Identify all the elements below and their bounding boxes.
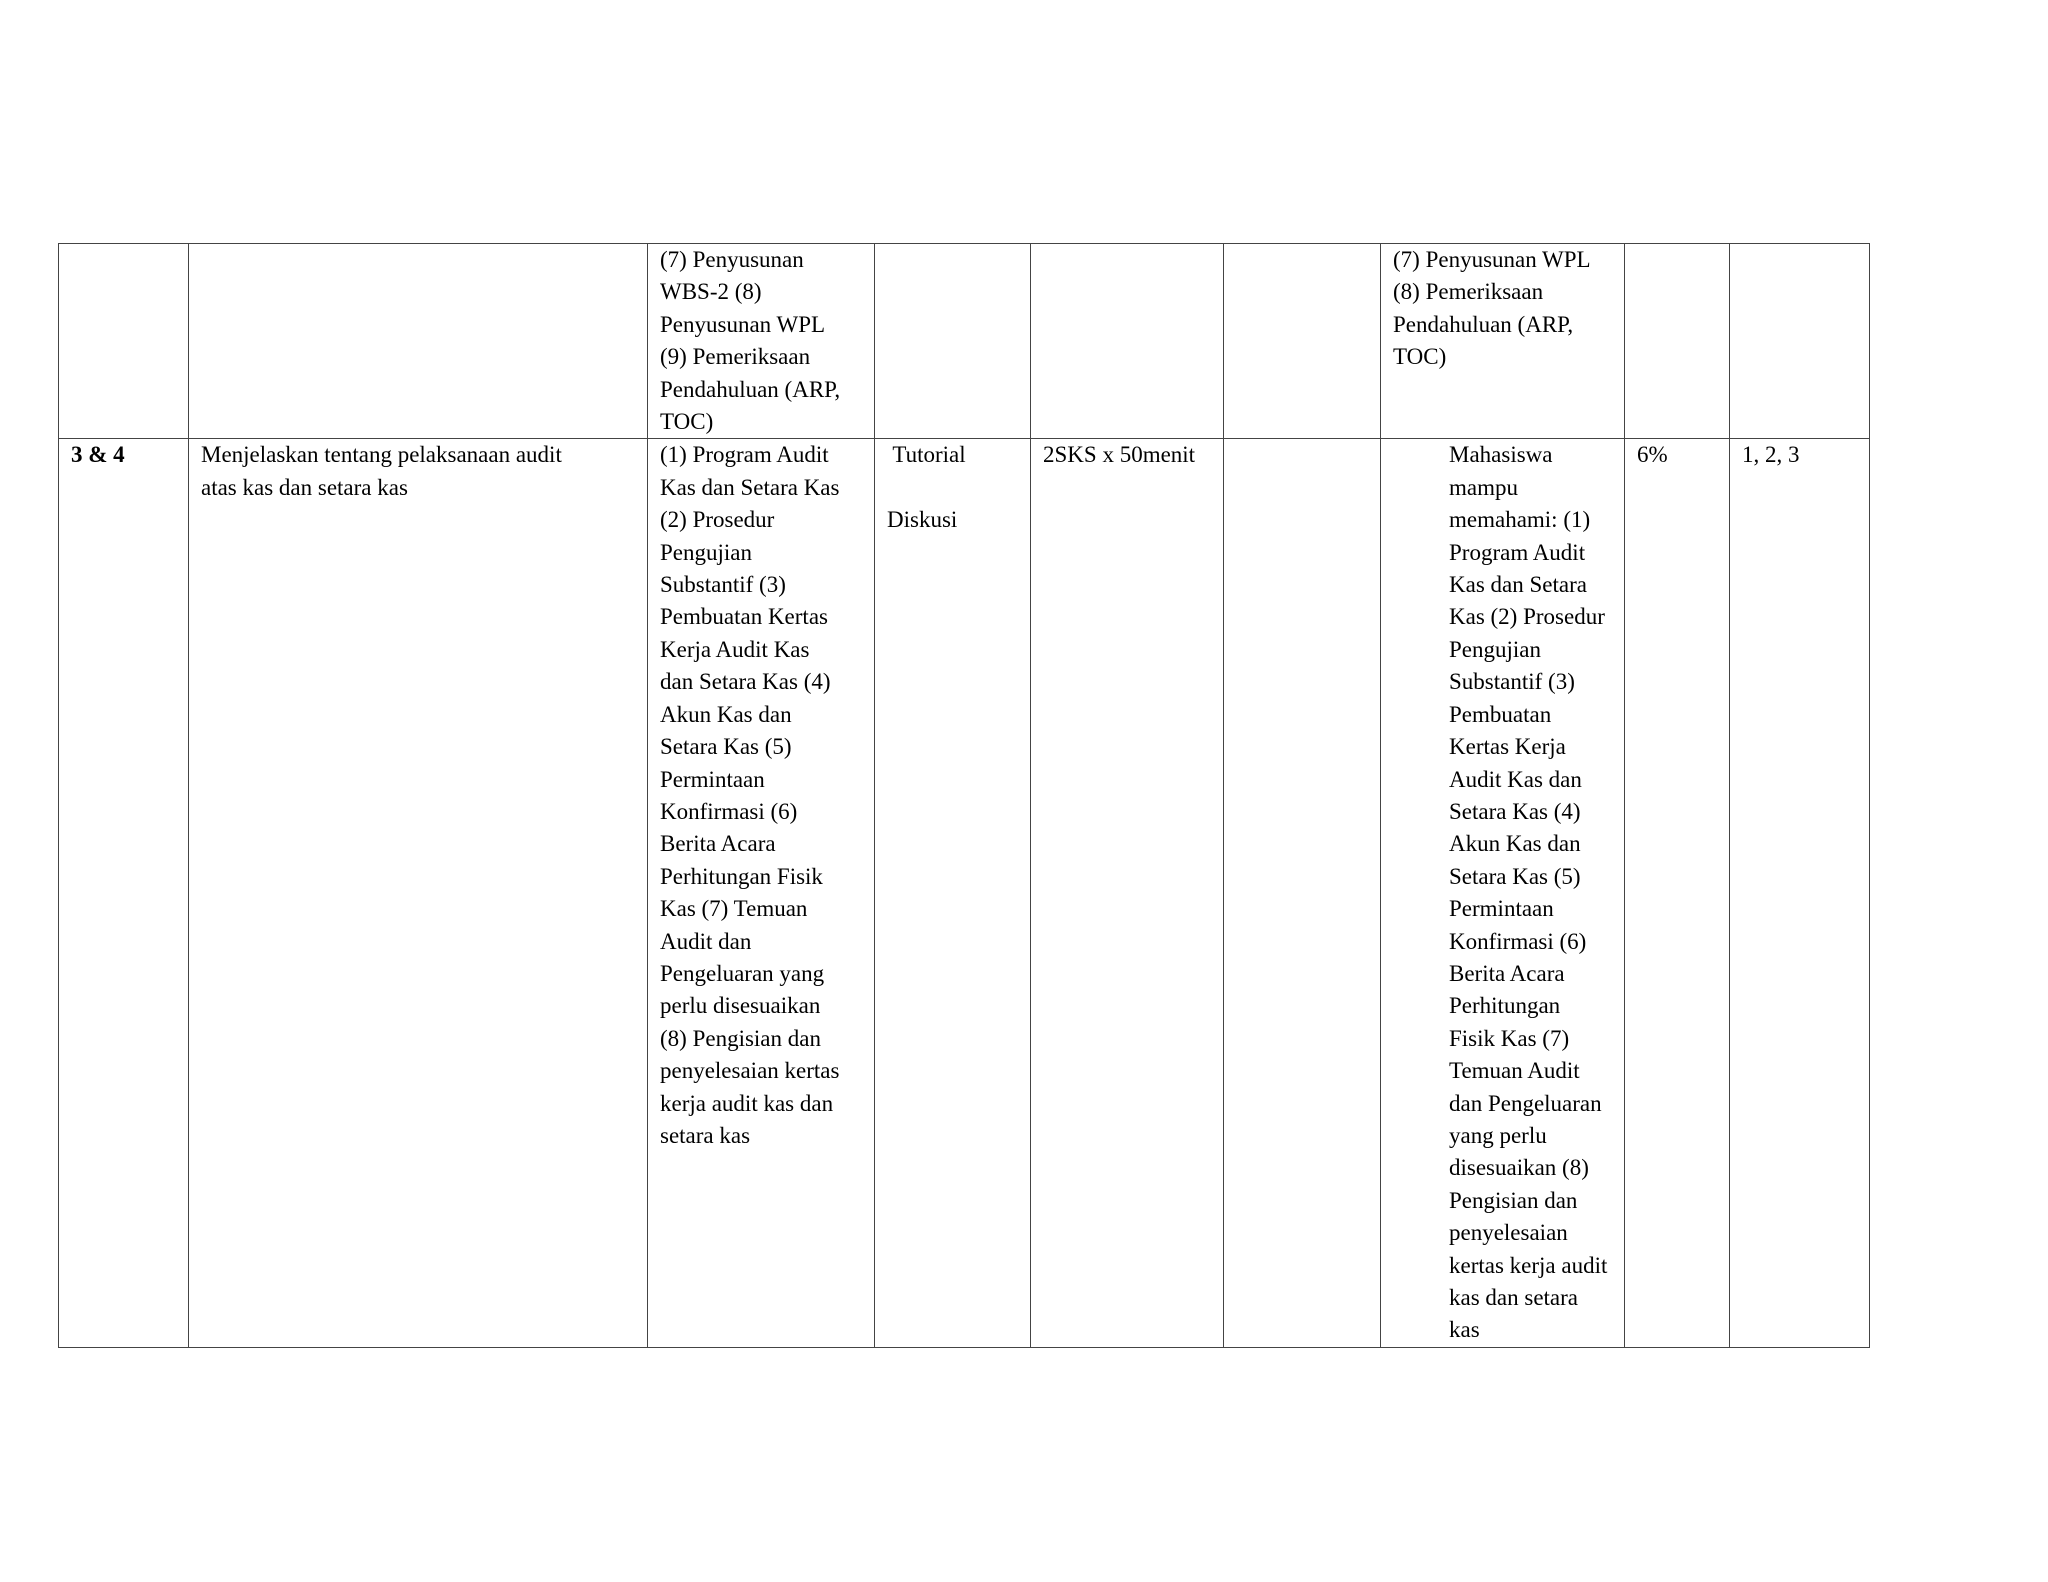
material-cell: (7) Penyusunan WBS-2 (8) Penyusunan WPL (9) Pemeriksaan Pendahuluan (ARP, TOC) <box>648 244 875 439</box>
course-plan-table <box>58 243 1870 1348</box>
objective-cell: Menjelaskan tentang pelaksanaan audit atas kas dan setara kas <box>189 439 648 1347</box>
indicator-cell: Mahasiswa mampu memahami: (1) Program Audit Kas dan Setara Kas (2) Prosedur Pengujian Substantif (3) Pembuatan Kertas Kerja Audit Kas dan Setara Kas (4) Akun Kas dan Setara Kas (5) Permintaan Konfirmasi (6) Berita Acara Perhitungan Fisik Kas (7) Temuan Audit dan Pengeluaran yang perlu disesuaikan (8) Pengisian dan penyelesaian kertas kerja audit kas dan setara kas <box>1381 439 1625 1347</box>
method-cell <box>875 439 1031 1347</box>
method-cell <box>875 244 1031 439</box>
objective-cell <box>189 244 648 439</box>
week-cell: 3 & 4 <box>59 439 189 1347</box>
method-item: Tutorial <box>887 442 966 468</box>
experience-cell <box>1224 244 1381 439</box>
indicator-cell: (7) Penyusunan WPL (8) Pemeriksaan Pendahuluan (ARP, TOC) <box>1381 244 1625 439</box>
time-cell: 2SKS x 50menit <box>1031 439 1224 1347</box>
table-row <box>59 439 1870 1347</box>
week-cell <box>59 244 189 439</box>
weight-cell <box>1625 244 1730 439</box>
table-row <box>59 244 1870 439</box>
material-cell: (1) Program Audit Kas dan Setara Kas (2) Prosedur Pengujian Substantif (3) Pembuatan Kertas Kerja Audit Kas dan Setara Kas (4) Akun Kas dan Setara Kas (5) Permintaan Konfirmasi (6) Berita Acara Perhitungan Fisik Kas (7) Temuan Audit dan Pengeluaran yang perlu disesuaikan (8) Pengisian dan penyelesaian kertas kerja audit kas dan setara kas <box>648 439 875 1347</box>
weight-cell: 6% <box>1625 439 1730 1347</box>
time-cell <box>1031 244 1224 439</box>
reference-cell <box>1730 244 1870 439</box>
method-item: Diskusi <box>887 507 958 533</box>
experience-cell <box>1224 439 1381 1347</box>
reference-cell: 1, 2, 3 <box>1730 439 1870 1347</box>
